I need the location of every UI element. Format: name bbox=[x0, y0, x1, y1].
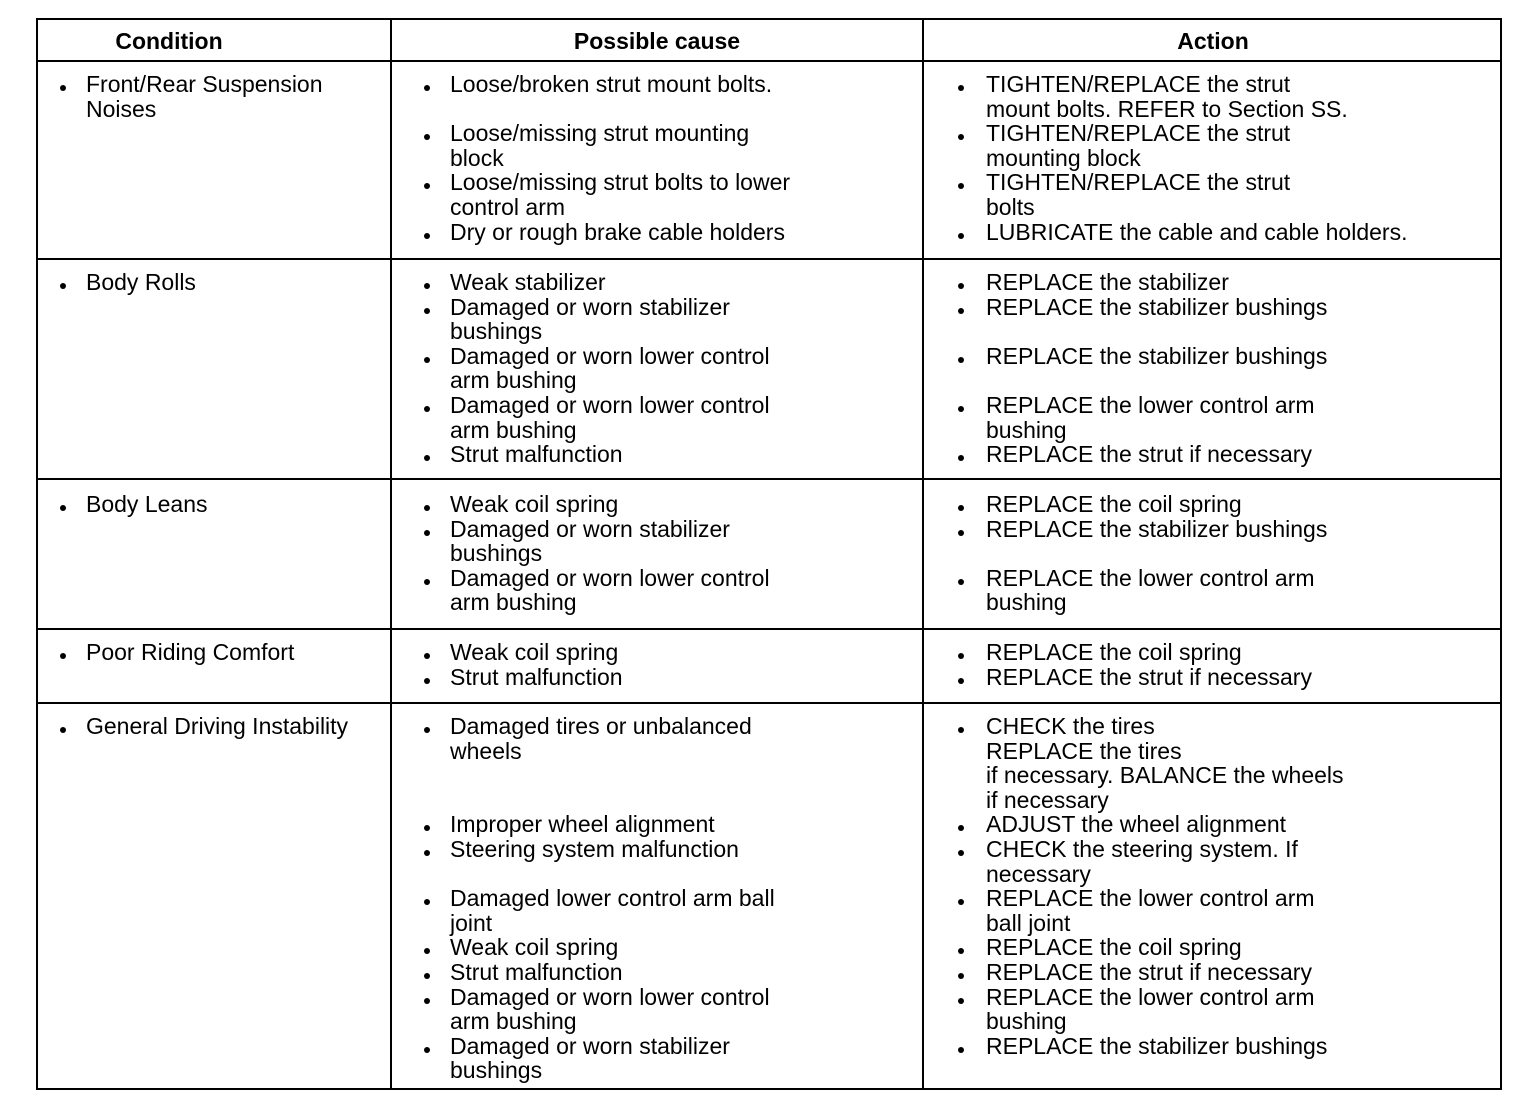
bullet-icon bbox=[424, 357, 430, 363]
actions-text: REPLACE the coil spring bbox=[986, 934, 1242, 961]
actions-text: ball joint bbox=[986, 909, 1071, 936]
bullet-icon bbox=[424, 505, 430, 511]
actions-text: REPLACE the strut if necessary bbox=[986, 663, 1312, 690]
condition-text: Body Rolls bbox=[86, 269, 196, 295]
bullet-icon bbox=[958, 998, 964, 1004]
causes-text: arm bushing bbox=[450, 589, 577, 616]
bullet-icon bbox=[424, 85, 430, 91]
causes-text: Damaged or worn lower control bbox=[450, 392, 770, 418]
causes-text: Dry or rough brake cable holders bbox=[450, 218, 785, 245]
bullet-icon bbox=[958, 973, 964, 979]
actions-text: REPLACE the stabilizer bushings bbox=[986, 515, 1328, 542]
actions-text: if necessary bbox=[986, 786, 1109, 813]
causes-text: Strut malfunction bbox=[450, 663, 623, 690]
causes-text: wheels bbox=[450, 737, 522, 764]
bullet-icon bbox=[424, 308, 430, 314]
row-divider bbox=[38, 258, 1500, 260]
actions-text: ADJUST the wheel alignment bbox=[986, 811, 1286, 838]
bullet-icon bbox=[424, 233, 430, 239]
causes-text: Damaged or worn stabilizer bbox=[450, 293, 730, 320]
causes-text: Loose/missing strut bolts to lower bbox=[450, 169, 791, 196]
bullet-icon bbox=[958, 948, 964, 954]
causes-text: joint bbox=[450, 909, 493, 936]
condition-text: Front/Rear Suspension bbox=[86, 71, 323, 97]
bullet-icon bbox=[958, 134, 964, 140]
actions-text: necessary bbox=[986, 860, 1091, 887]
actions-text: REPLACE the lower control arm bbox=[986, 564, 1315, 591]
actions-text: bushing bbox=[986, 416, 1067, 443]
bullet-icon bbox=[424, 973, 430, 979]
bullet-icon bbox=[424, 1047, 430, 1053]
causes-text: Weak coil spring bbox=[450, 491, 619, 517]
row-divider bbox=[38, 702, 1500, 704]
causes-text: Damaged lower control arm ball bbox=[450, 885, 775, 912]
actions-text: REPLACE the stabilizer bbox=[986, 269, 1229, 295]
bullet-icon bbox=[958, 357, 964, 363]
causes-text: Improper wheel alignment bbox=[450, 811, 715, 838]
bullet-icon bbox=[424, 530, 430, 536]
actions-text: REPLACE the tires bbox=[986, 737, 1182, 764]
row-divider bbox=[38, 478, 1500, 480]
causes-text: bushings bbox=[450, 318, 543, 345]
actions-text: REPLACE the coil spring bbox=[986, 491, 1242, 517]
causes-text: Weak stabilizer bbox=[450, 269, 606, 295]
bullet-icon bbox=[424, 727, 430, 733]
actions-text: if necessary. BALANCE the wheels bbox=[986, 762, 1344, 789]
bullet-icon bbox=[958, 653, 964, 659]
causes-text: Damaged or worn stabilizer bbox=[450, 1032, 730, 1059]
bullet-icon bbox=[424, 899, 430, 905]
causes-text: Loose/missing strut mounting bbox=[450, 120, 750, 147]
bullet-icon bbox=[60, 85, 66, 91]
causes-text: arm bushing bbox=[450, 1008, 577, 1035]
actions-text: REPLACE the coil spring bbox=[986, 639, 1242, 665]
bullet-icon bbox=[958, 727, 964, 733]
column-divider bbox=[922, 20, 924, 1088]
causes-text: Strut malfunction bbox=[450, 441, 623, 468]
actions-text: CHECK the steering system. If bbox=[986, 836, 1298, 862]
bullet-icon bbox=[958, 678, 964, 684]
causes-text: bushings bbox=[450, 540, 543, 567]
causes-text: block bbox=[450, 144, 504, 171]
bullet-icon bbox=[958, 85, 964, 91]
causes-text: Steering system malfunction bbox=[450, 836, 739, 862]
bullet-icon bbox=[958, 406, 964, 412]
actions-text: REPLACE the stabilizer bushings bbox=[986, 1032, 1328, 1059]
bullet-icon bbox=[60, 727, 66, 733]
bullet-icon bbox=[424, 850, 430, 856]
actions-text: TIGHTEN/REPLACE the strut bbox=[986, 120, 1291, 147]
condition-text: Noises bbox=[86, 95, 157, 122]
causes-text: Damaged tires or unbalanced bbox=[450, 713, 752, 739]
header-condition: Condition bbox=[115, 27, 223, 54]
actions-text: REPLACE the lower control arm bbox=[986, 392, 1315, 418]
bullet-icon bbox=[958, 579, 964, 585]
bullet-icon bbox=[60, 505, 66, 511]
causes-text: control arm bbox=[450, 194, 566, 220]
header-possible-cause: Possible cause bbox=[573, 27, 741, 54]
causes-text: arm bushing bbox=[450, 416, 577, 443]
bullet-icon bbox=[424, 283, 430, 289]
actions-text: mounting block bbox=[986, 144, 1141, 171]
actions-text: REPLACE the lower control arm bbox=[986, 983, 1315, 1010]
actions-text: REPLACE the strut if necessary bbox=[986, 959, 1312, 985]
bullet-icon bbox=[424, 134, 430, 140]
bullet-icon bbox=[958, 1047, 964, 1053]
causes-text: Loose/broken strut mount bolts. bbox=[450, 71, 773, 97]
actions-text: REPLACE the stabilizer bushings bbox=[986, 293, 1328, 320]
causes-text: arm bushing bbox=[450, 367, 577, 394]
condition-text: General Driving Instability bbox=[86, 713, 349, 739]
bullet-icon bbox=[60, 653, 66, 659]
causes-text: Damaged or worn lower control bbox=[450, 342, 770, 369]
causes-text: Damaged or worn lower control bbox=[450, 564, 770, 591]
causes-text: Damaged or worn stabilizer bbox=[450, 515, 730, 542]
bullet-icon bbox=[424, 653, 430, 659]
causes-text: Weak coil spring bbox=[450, 934, 619, 961]
bullet-icon bbox=[958, 308, 964, 314]
bullet-icon bbox=[958, 283, 964, 289]
actions-text: REPLACE the lower control arm bbox=[986, 885, 1315, 912]
bullet-icon bbox=[958, 825, 964, 831]
bullet-icon bbox=[958, 899, 964, 905]
actions-text: bushing bbox=[986, 1008, 1067, 1035]
bullet-icon bbox=[958, 455, 964, 461]
bullet-icon bbox=[958, 505, 964, 511]
causes-text: bushings bbox=[450, 1057, 543, 1084]
bullet-icon bbox=[60, 283, 66, 289]
bullet-icon bbox=[958, 183, 964, 189]
bullet-icon bbox=[424, 948, 430, 954]
bullet-icon bbox=[424, 678, 430, 684]
column-divider bbox=[390, 20, 392, 1088]
bullet-icon bbox=[958, 233, 964, 239]
actions-text: TIGHTEN/REPLACE the strut bbox=[986, 169, 1291, 196]
causes-text: Damaged or worn lower control bbox=[450, 983, 770, 1010]
actions-text: TIGHTEN/REPLACE the strut bbox=[986, 71, 1291, 97]
actions-text: bolts bbox=[986, 194, 1035, 220]
row-divider bbox=[38, 628, 1500, 630]
causes-text: Strut malfunction bbox=[450, 959, 623, 985]
actions-text: REPLACE the strut if necessary bbox=[986, 441, 1312, 468]
actions-text: mount bolts. REFER to Section SS. bbox=[986, 95, 1348, 122]
bullet-icon bbox=[424, 998, 430, 1004]
actions-text: LUBRICATE the cable and cable holders. bbox=[986, 218, 1408, 245]
actions-text: bushing bbox=[986, 589, 1067, 616]
bullet-icon bbox=[958, 850, 964, 856]
bullet-icon bbox=[424, 183, 430, 189]
bullet-icon bbox=[424, 825, 430, 831]
header-action: Action bbox=[1177, 27, 1249, 54]
troubleshooting-table bbox=[36, 18, 1502, 1090]
bullet-icon bbox=[424, 406, 430, 412]
causes-text: Weak coil spring bbox=[450, 639, 619, 665]
bullet-icon bbox=[424, 455, 430, 461]
actions-text: CHECK the tires bbox=[986, 713, 1155, 739]
condition-text: Body Leans bbox=[86, 491, 208, 517]
bullet-icon bbox=[958, 530, 964, 536]
actions-text: REPLACE the stabilizer bushings bbox=[986, 342, 1328, 369]
condition-text: Poor Riding Comfort bbox=[86, 639, 295, 665]
bullet-icon bbox=[424, 579, 430, 585]
